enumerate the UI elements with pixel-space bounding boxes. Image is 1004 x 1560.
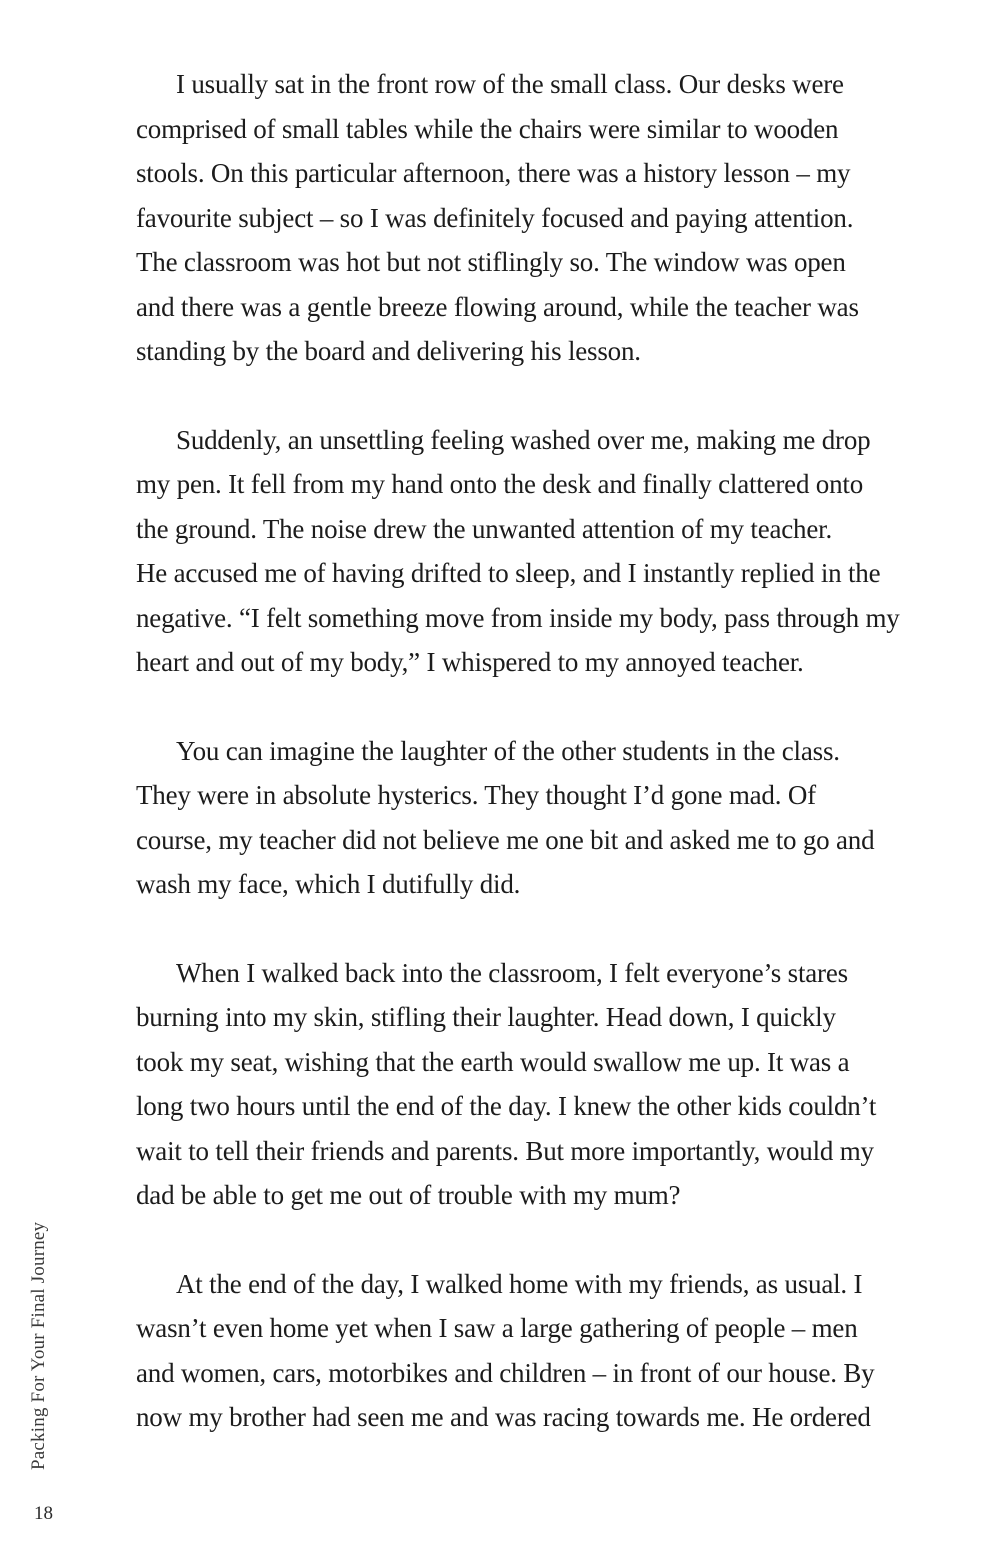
text-line: I usually sat in the front row of the small class. Our desks were	[176, 69, 844, 99]
paragraph-3	[136, 729, 966, 907]
text-line: wasn’t even home yet when I saw a large gathering of people – men	[136, 1313, 858, 1343]
text-line: the ground. The noise drew the unwanted attention of my teacher.	[136, 513, 832, 544]
text-line: wash my face, which I dutifully did.	[136, 869, 521, 899]
paragraph-1	[136, 62, 966, 374]
text-line: When I walked back into the classroom, I felt everyone’s stares	[176, 957, 848, 988]
text-line: wait to tell their friends and parents. But more importantly, would my	[136, 1135, 874, 1166]
text-line: stools. On this particular afternoon, there was a history lesson – my	[136, 158, 851, 188]
page-body	[136, 62, 966, 1484]
text-line: and there was a gentle breeze flowing around, while the teacher was	[136, 291, 859, 322]
text-line: favourite subject – so I was definitely focused and paying attention.	[136, 202, 854, 233]
text-line: now my brother had seen me and was racing towards me. He ordered	[136, 1402, 871, 1432]
page-number: 18	[34, 1503, 53, 1524]
text-line: my pen. It fell from my hand onto the desk and finally clattered onto	[136, 469, 863, 499]
text-line: took my seat, wishing that the earth would swallow me up. It was a	[136, 1046, 850, 1077]
text-line: burning into my skin, stifling their laughter. Head down, I quickly	[136, 1002, 836, 1032]
running-head: Packing For Your Final Journey	[28, 1221, 49, 1470]
text-line: and women, cars, motorbikes and children – in front of our house. By	[136, 1357, 875, 1388]
text-line: negative. “I felt something move from inside my body, pass through my	[136, 602, 900, 633]
text-line: He accused me of having drifted to sleep, and I instantly replied in the	[136, 558, 881, 588]
text-line: You can imagine the laughter of the other students in the class.	[176, 735, 840, 766]
text-line: At the end of the day, I walked home with my friends, as usual. I	[176, 1268, 863, 1299]
paragraph-5	[136, 1262, 966, 1440]
text-line: long two hours until the end of the day. I knew the other kids couldn’t	[136, 1091, 877, 1121]
text-line: course, my teacher did not believe me one bit and asked me to go and	[136, 824, 875, 855]
text-line: The classroom was hot but not stiflingly so. The window was open	[136, 247, 846, 277]
text-line: heart and out of my body,” I whispered to my annoyed teacher.	[136, 647, 804, 677]
text-line: They were in absolute hysterics. They thought I’d gone mad. Of	[136, 780, 816, 810]
text-line: standing by the board and delivering his lesson.	[136, 336, 641, 366]
text-line: Suddenly, an unsettling feeling washed over me, making me drop	[176, 424, 871, 455]
text-line: comprised of small tables while the chairs were similar to wooden	[136, 113, 839, 144]
paragraph-2	[136, 418, 966, 685]
paragraph-4	[136, 951, 966, 1218]
text-line: dad be able to get me out of trouble with my mum?	[136, 1180, 681, 1210]
